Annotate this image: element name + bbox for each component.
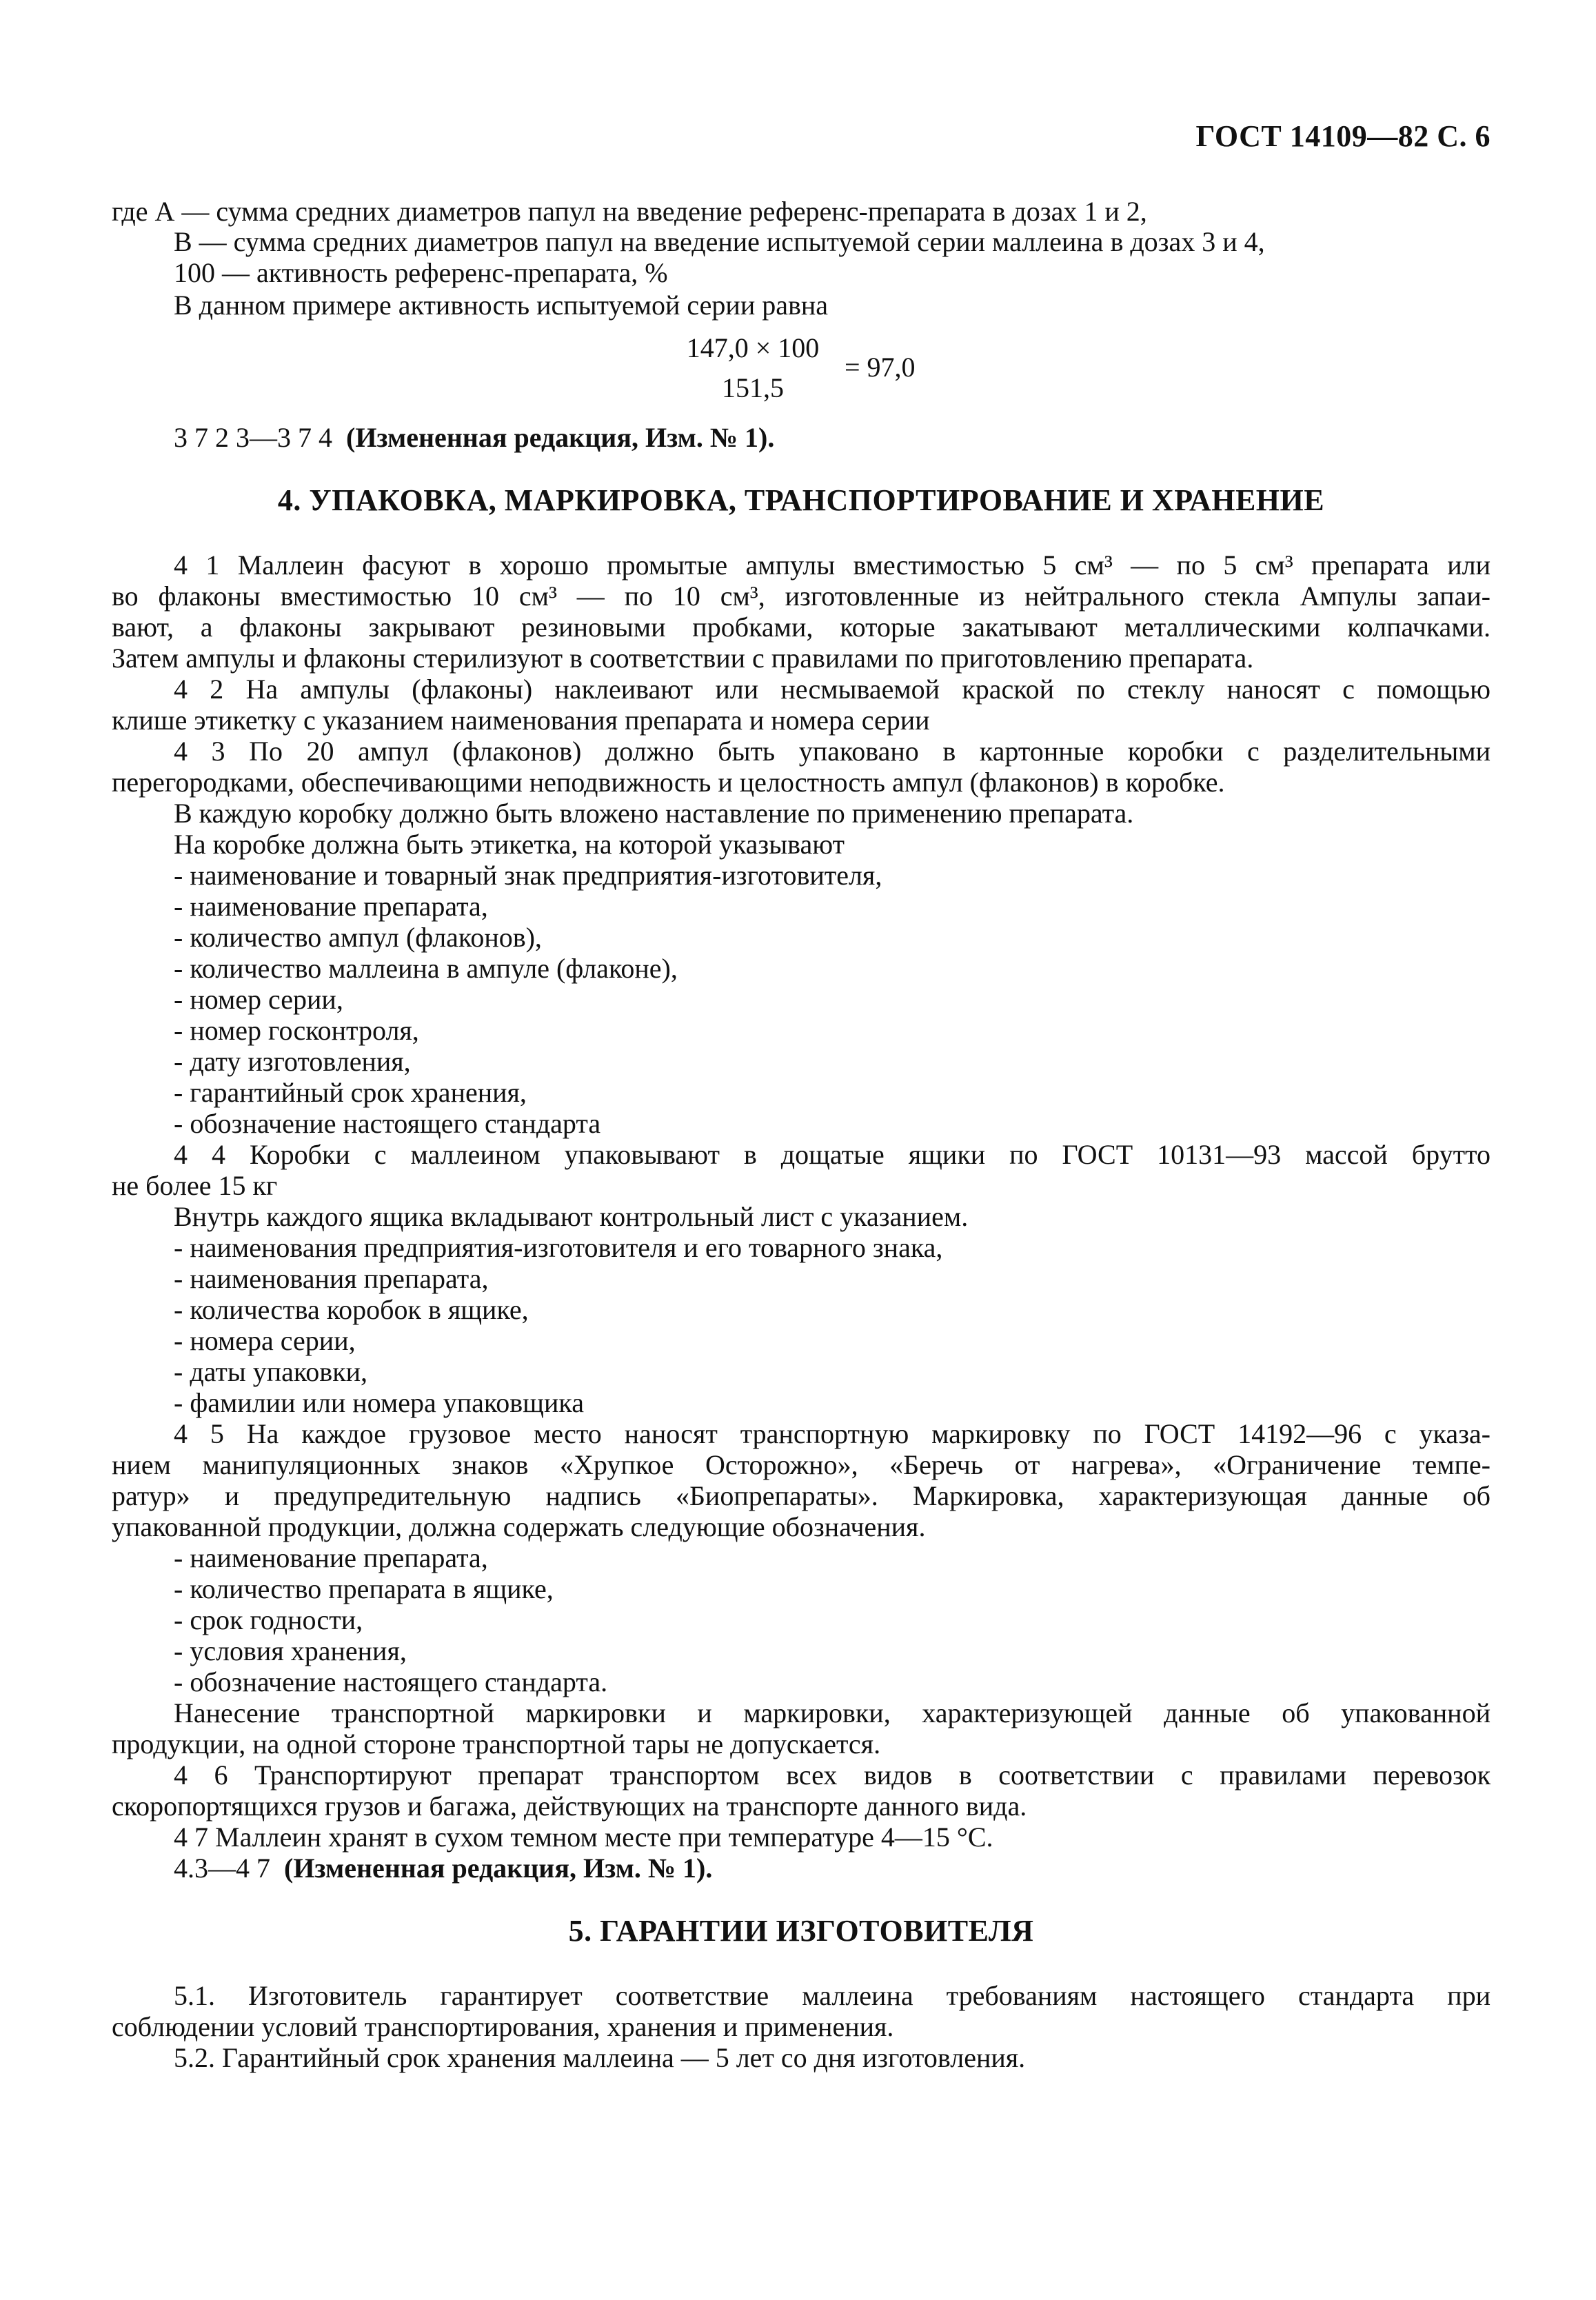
p45b-line2: продукции, на одной стороне транспортной тары не допускается. <box>112 1728 881 1759</box>
p42-line1: 4 2 На ампулы (флаконы) наклеивают или несмываемой краской по стеклу наносят с помощью <box>174 674 1491 705</box>
section-5-title: 5. ГАРАНТИИ ИЗГОТОВИТЕЛЯ <box>568 1914 1034 1948</box>
list43-item: - дату изготовления, <box>174 1046 411 1077</box>
p43-line1: 4 3 По 20 ампул (флаконов) должно быть упаковано в картонные коробки с разделительными <box>174 736 1491 767</box>
formula-legend-b: В — сумма средних диаметров папул на введение испытуемой серии маллеина в дозах 3 и 4, <box>174 226 1265 257</box>
p43-line2: перегородками, обеспечивающими неподвижность и целостность ампул (флаконов) в коробке. <box>112 767 1225 798</box>
p41-line2: во флаконы вместимостью 10 см³ — по 10 см³, изготовленные из нейтрального стекла Ампулы запаи- <box>112 581 1491 612</box>
amendment-note-43: 4.3—4 7 (Измененная редакция, Изм. № 1). <box>174 1853 713 1884</box>
list44-item: - наименования предприятия-изготовителя и его товарного знака, <box>174 1232 943 1263</box>
p44-checklist-intro: Внутрь каждого ящика вкладывают контрольный лист с указанием. <box>174 1201 969 1232</box>
list44-item: - номера серии, <box>174 1325 356 1356</box>
formula-denominator: 151,5 <box>722 372 784 403</box>
p44-line2: не более 15 кг <box>112 1170 278 1201</box>
list43-item: - номер серии, <box>174 984 343 1015</box>
page-header: ГОСТ 14109—82 С. 6 <box>1195 119 1491 153</box>
list45-item: - условия хранения, <box>174 1635 407 1666</box>
p41-line3: вают, а флаконы закрывают резиновыми пробками, которые закатывают металлическими колпачками. <box>112 612 1491 643</box>
p51-line1: 5.1. Изготовитель гарантирует соответствие маллеина требованиям настоящего стандарта при <box>174 1980 1491 2011</box>
p46-line2: скоропортящихся грузов и багажа, действующих на транспорте данного вида. <box>112 1790 1027 1822</box>
section-4-title: 4. УПАКОВКА, МАРКИРОВКА, ТРАНСПОРТИРОВАНИЕ И ХРАНЕНИЕ <box>277 483 1325 517</box>
amendment-note-372: 3 7 2 3—3 7 4 (Измененная редакция, Изм. № 1). <box>174 422 775 453</box>
list45-item: - срок годности, <box>174 1604 363 1635</box>
p43-label-intro: На коробке должна быть этикетка, на которой указывают <box>174 829 845 860</box>
list43-item: - наименование и товарный знак предприятия-изготовителя, <box>174 860 882 891</box>
p45-line1: 4 5 На каждое грузовое место наносят транспортную маркировку по ГОСТ 14192—96 с указа- <box>174 1418 1491 1449</box>
list43-item: - наименование препарата, <box>174 891 488 922</box>
list43-item: - гарантийный срок хранения, <box>174 1077 527 1108</box>
p45-line2: нием манипуляционных знаков «Хрупкое Осторожно», «Беречь от нагрева», «Ограничение темпе- <box>112 1449 1491 1480</box>
formula-legend-a: где А — сумма средних диаметров папул на введение референс-препарата в дозах 1 и 2, <box>112 196 1147 227</box>
example-intro: В данном примере активность испытуемой серии равна <box>174 290 829 321</box>
p45b-line1: Нанесение транспортной маркировки и маркировки, характеризующей данные об упакованной <box>174 1697 1491 1728</box>
list45-item: - количество препарата в ящике, <box>174 1573 554 1604</box>
list44-item: - даты упаковки, <box>174 1356 368 1387</box>
p44-line1: 4 4 Коробки с маллеином упаковывают в дощатые ящики по ГОСТ 10131—93 массой брутто <box>174 1139 1491 1170</box>
list44-item: - количества коробок в ящике, <box>174 1294 529 1325</box>
list43-item: - номер госконтроля, <box>174 1015 419 1046</box>
p45-line3: ратур» и предупредительную надпись «Биопрепараты». Маркировка, характеризующая данные об <box>112 1480 1491 1511</box>
p41-line1: 4 1 Маллеин фасуют в хорошо промытые ампулы вместимостью 5 см³ — по 5 см³ препарата или <box>174 549 1491 581</box>
p41-line4: Затем ампулы и флаконы стерилизуют в соответствии с правилами по приготовлению препарата. <box>112 643 1254 674</box>
p47: 4 7 Маллеин хранят в сухом темном месте при температуре 4—15 °С. <box>174 1822 993 1853</box>
p52: 5.2. Гарантийный срок хранения маллеина — 5 лет со дня изготовления. <box>174 2042 1026 2073</box>
formula-legend-100: 100 — активность референс-препарата, % <box>174 257 668 288</box>
list43-item: - количество маллеина в ампуле (флаконе), <box>174 953 678 984</box>
list43-item: - обозначение настоящего стандарта <box>174 1108 601 1139</box>
list44-item: - фамилии или номера упаковщика <box>174 1387 584 1418</box>
p51-line2: соблюдении условий транспортирования, хранения и применения. <box>112 2011 894 2042</box>
p45-line4: упакованной продукции, должна содержать следующие обозначения. <box>112 1511 926 1542</box>
formula-result: = 97,0 <box>845 352 916 383</box>
p43-insert-note: В каждую коробку должно быть вложено наставление по применению препарата. <box>174 798 1134 829</box>
p42-line2: клише этикетку с указанием наименования препарата и номера серии <box>112 705 930 736</box>
document-page <box>112 0 1491 2300</box>
list45-item: - наименование препарата, <box>174 1542 488 1573</box>
activity-formula <box>667 331 956 414</box>
list45-item: - обозначение настоящего стандарта. <box>174 1666 608 1697</box>
list44-item: - наименования препарата, <box>174 1263 489 1294</box>
formula-numerator: 147,0 × 100 <box>686 332 820 363</box>
list43-item: - количество ампул (флаконов), <box>174 922 542 953</box>
p46-line1: 4 6 Транспортируют препарат транспортом всех видов в соответствии с правилами перевозок <box>174 1759 1491 1790</box>
